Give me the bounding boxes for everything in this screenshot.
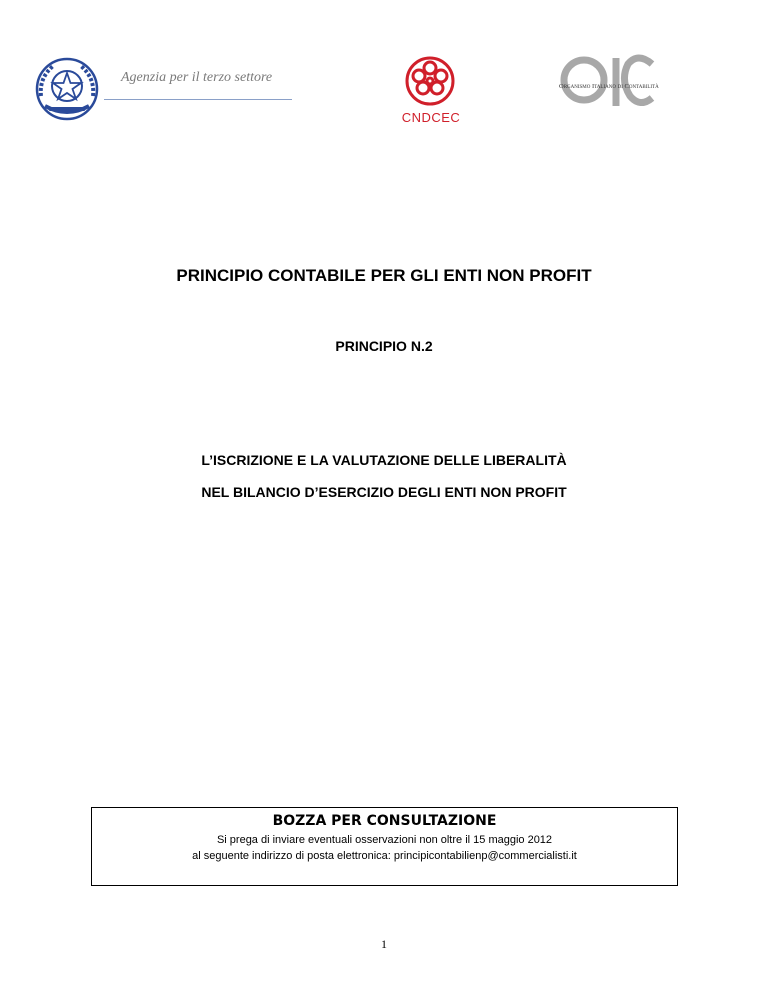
cndcec-logo-icon <box>398 54 462 108</box>
draft-note-deadline: Si prega di inviare eventuali osservazioni non oltre il 15 maggio 2012 <box>216 834 553 846</box>
page-number: 1 <box>381 937 387 951</box>
document-subtitle-line-2: NEL BILANCIO D’ESERCIZIO DEGLI ENTI NON PROFIT <box>201 484 567 500</box>
draft-heading: BOZZA PER CONSULTAZIONE <box>272 813 497 829</box>
italian-republic-emblem-icon <box>33 56 101 122</box>
cndcec-label: CNDCEC <box>401 110 461 125</box>
draft-note-email: al seguente indirizzo di posta elettronica: principicontabilienp@commercialisti.it <box>192 850 577 862</box>
oic-logo-icon <box>558 50 658 112</box>
document-subtitle-line-1: L’ISCRIZIONE E LA VALUTAZIONE DELLE LIBERALITÀ <box>201 452 567 468</box>
agency-name: Agenzia per il terzo settore <box>121 70 273 85</box>
draft-consultation-box <box>91 807 678 886</box>
principle-number: PRINCIPIO N.2 <box>335 338 433 354</box>
agency-divider <box>104 99 292 100</box>
document-title: PRINCIPIO CONTABILE PER GLI ENTI NON PROFIT <box>176 266 592 285</box>
oic-label: Organismo Italiano di Contabilità <box>559 83 659 90</box>
